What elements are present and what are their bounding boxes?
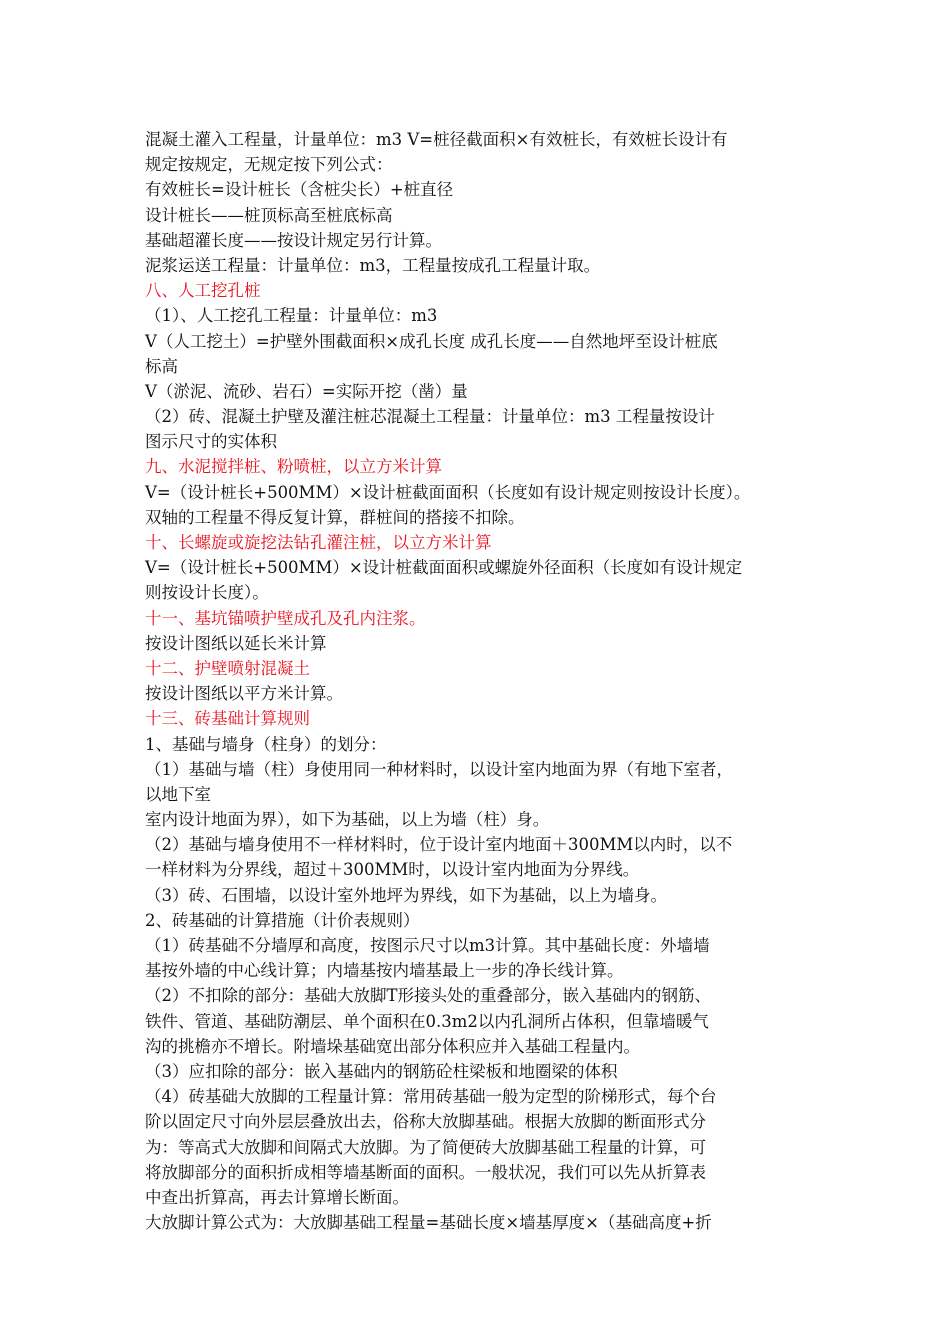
section-heading: 十二、护壁喷射混凝土 bbox=[145, 658, 310, 678]
text-line: V（人工挖土）=护壁外围截面积×成孔长度 成孔长度——自然地坪至设计桩底 bbox=[145, 331, 718, 351]
text-line: 则按设计长度）。 bbox=[145, 583, 269, 603]
text-line: V=（设计桩长+500MM）×设计桩截面面积或螺旋外径面积（长度如有设计规定 bbox=[145, 558, 743, 578]
text-line: 大放脚计算公式为：大放脚基础工程量=基础长度×墙基厚度×（基础高度+折 bbox=[145, 1213, 712, 1233]
text-line: （4）砖基础大放脚的工程量计算：常用砖基础一般为定型的阶梯形式，每个台 bbox=[145, 1087, 717, 1107]
text-line: （2）砖、混凝土护壁及灌注桩芯混凝土工程量：计量单位：m3 工程量按设计 bbox=[145, 407, 715, 427]
text-line: 2、砖基础的计算措施（计价表规则） bbox=[145, 910, 420, 930]
text-line: 以地下室 bbox=[145, 784, 211, 804]
section-heading: 九、水泥搅拌桩、粉喷桩，以立方米计算 bbox=[145, 457, 442, 477]
text-line: 基按外墙的中心线计算；内墙基按内墙基最上一步的净长线计算。 bbox=[145, 961, 624, 981]
section-heading: 十三、砖基础计算规则 bbox=[145, 709, 310, 729]
text-line: 按设计图纸以平方米计算。 bbox=[145, 684, 343, 704]
text-line: 室内设计地面为界），如下为基础，以上为墙（柱）身。 bbox=[145, 810, 550, 830]
text-line: 将放脚部分的面积折成相等墙基断面的面积。一般状况，我们可以先从折算表 bbox=[145, 1162, 706, 1182]
section-heading: 十一、基坑锚喷护壁成孔及孔内注浆。 bbox=[145, 608, 426, 628]
text-line: 沟的挑檐亦不增长。附墙垛基础宽出部分体积应并入基础工程量内。 bbox=[145, 1036, 640, 1056]
text-line: 阶以固定尺寸向外层层叠放出去，俗称大放脚基础。根据大放脚的断面形式分 bbox=[145, 1112, 706, 1132]
text-line: 为：等高式大放脚和间隔式大放脚。为了简便砖大放脚基础工程量的计算，可 bbox=[145, 1137, 706, 1157]
text-line: 双轴的工程量不得反复计算，群桩间的搭接不扣除。 bbox=[145, 507, 525, 527]
text-line: 泥浆运送工程量：计量单位：m3，工程量按成孔工程量计取。 bbox=[145, 255, 601, 275]
text-line: V=（设计桩长+500MM）×设计桩截面面积（长度如有设计规定则按设计长度）。 bbox=[145, 482, 751, 502]
text-line: 1、基础与墙身（柱身）的划分： bbox=[145, 734, 387, 754]
text-line: 图示尺寸的实体积 bbox=[145, 432, 277, 452]
text-line: 一样材料为分界线，超过＋300MM时，以设计室内地面为分界线。 bbox=[145, 860, 640, 880]
document-body bbox=[145, 127, 820, 1235]
text-line: （1）砖基础不分墙厚和高度，按图示尺寸以m3计算。其中基础长度：外墙墙 bbox=[145, 936, 710, 955]
text-line: 有效桩长=设计桩长（含桩尖长）+桩直径 bbox=[145, 180, 454, 200]
text-line: （1）、人工挖孔工程量：计量单位：m3 bbox=[145, 306, 438, 326]
section-heading: 八、人工挖孔桩 bbox=[145, 281, 261, 301]
text-line: （2）基础与墙身使用不一样材料时，位于设计室内地面＋300MM以内时，以不 bbox=[145, 835, 733, 855]
text-line: （1）基础与墙（柱）身使用同一种材料时，以设计室内地面为界（有地下室者， bbox=[145, 759, 733, 779]
text-line: 铁件、管道、基础防潮层、单个面积在0.3m2以内孔洞所占体积，但靠墙暖气 bbox=[145, 1011, 709, 1031]
text-line: 规定按规定，无规定按下列公式： bbox=[145, 155, 393, 175]
text-line: 标高 bbox=[145, 356, 178, 376]
text-line: （3）应扣除的部分：嵌入基础内的钢筋砼柱梁板和地圈梁的体积 bbox=[145, 1061, 618, 1081]
text-line: （2）不扣除的部分：基础大放脚T形接头处的重叠部分，嵌入基础内的钢筋、 bbox=[145, 986, 712, 1006]
text-line: 设计桩长——桩顶标高至桩底标高 bbox=[145, 205, 393, 225]
text-line: 按设计图纸以延长米计算 bbox=[145, 633, 327, 653]
text-line: 基础超灌长度——按设计规定另行计算。 bbox=[145, 230, 442, 250]
text-line: （3）砖、石围墙，以设计室外地坪为界线，如下为基础，以上为墙身。 bbox=[145, 885, 667, 905]
text-line: V（淤泥、流砂、岩石）=实际开挖（凿）量 bbox=[145, 381, 468, 401]
text-line: 混凝土灌入工程量，计量单位：m3 V=桩径截面积×有效桩长，有效桩长设计有 bbox=[145, 130, 728, 149]
section-heading: 十、长螺旋或旋挖法钻孔灌注桩，以立方米计算 bbox=[145, 533, 492, 552]
text-line: 中查出折算高，再去计算增长断面。 bbox=[145, 1187, 409, 1207]
